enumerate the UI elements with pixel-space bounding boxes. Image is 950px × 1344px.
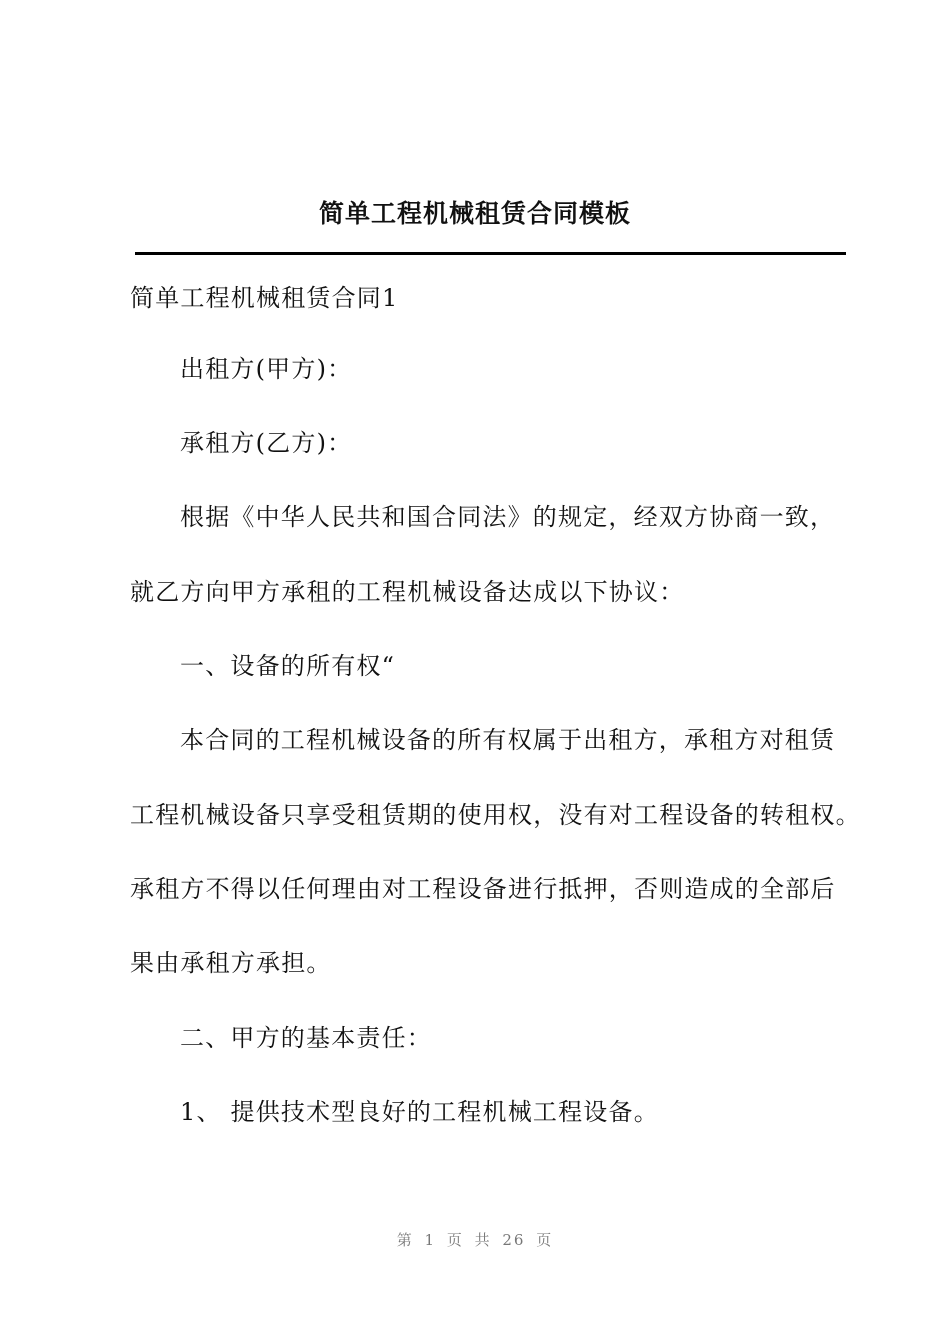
body-paragraph-line: 承租方不得以任何理由对工程设备进行抵押，否则造成的全部后 <box>130 875 836 903</box>
section-heading-party-a-duties: 二、甲方的基本责任： <box>180 1024 432 1052</box>
lessor-field: 出租方(甲方)： <box>180 355 353 383</box>
document-title: 简单工程机械租赁合同模板 <box>318 199 631 228</box>
body-paragraph-line: 果由承租方承担。 <box>130 949 332 977</box>
section-heading-ownership: 一、设备的所有权“ <box>180 652 396 680</box>
body-paragraph-line: 工程机械设备只享受租赁期的使用权，没有对工程设备的转租权。 <box>130 801 861 829</box>
body-paragraph-line: 根据《中华人民共和国合同法》的规定，经双方协商一致， <box>180 503 836 531</box>
body-paragraph-line: 本合同的工程机械设备的所有权属于出租方，承租方对租赁 <box>180 726 836 754</box>
title-divider <box>135 252 846 255</box>
lessee-field: 承租方(乙方)： <box>180 429 353 457</box>
list-item: 1、 提供技术型良好的工程机械工程设备。 <box>180 1098 659 1126</box>
page-number: 第 1 页 共 26 页 <box>396 1231 554 1249</box>
body-paragraph-line: 就乙方向甲方承租的工程机械设备达成以下协议： <box>130 578 685 606</box>
contract-heading: 简单工程机械租赁合同1 <box>130 284 399 312</box>
